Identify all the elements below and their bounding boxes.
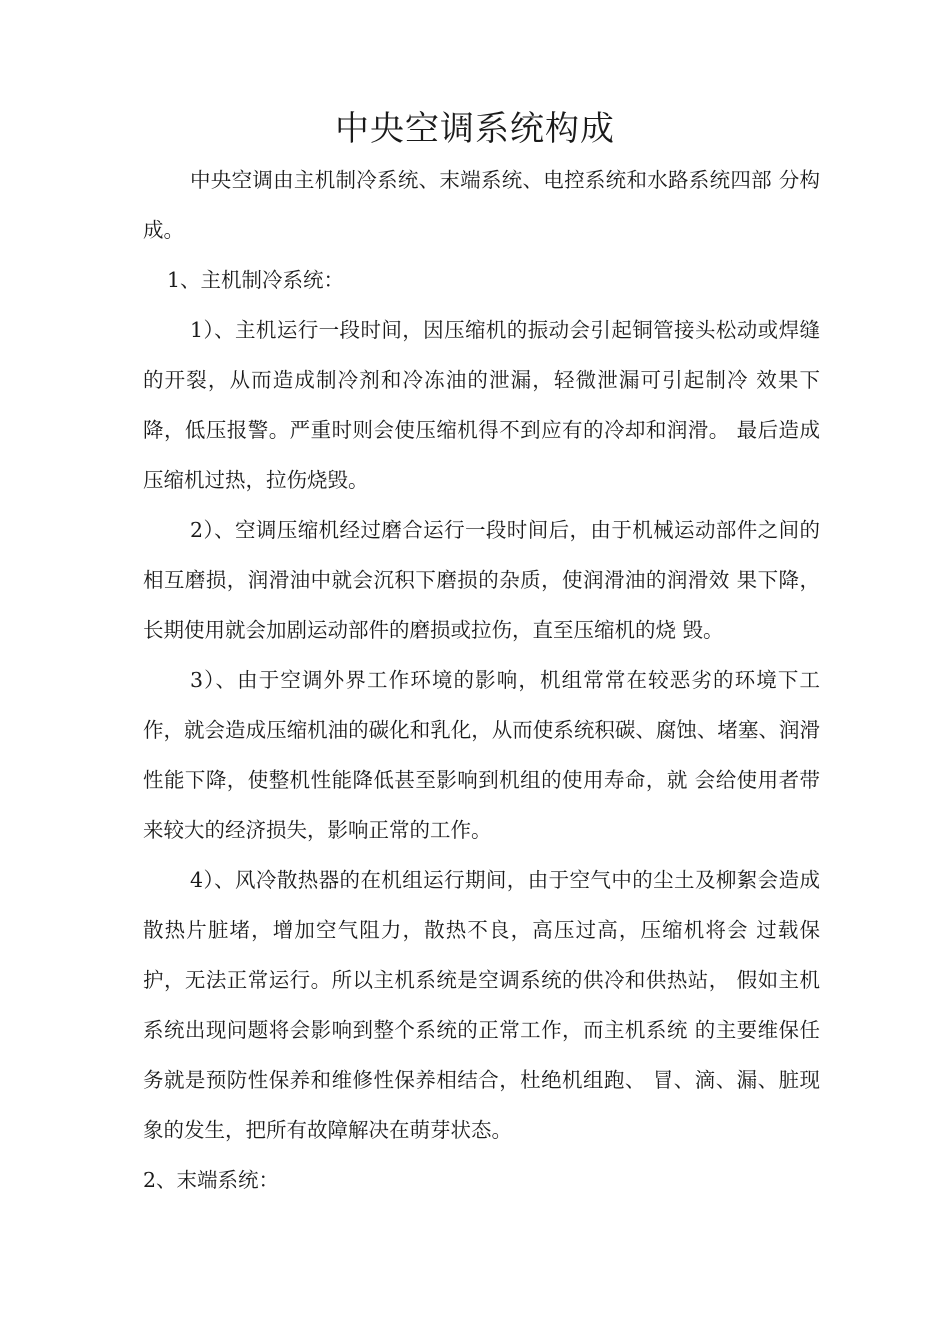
list-item: 4）、风冷散热器的在机组运行期间，由于空气中的尘土及柳絮会造成散热片脏堵，增加空气阻力，散热不良，高压过高，压缩机将会 过载保护，无法正常运行。所以主机系统是空调系统的供冷和供热站， 假如主机系统出现问题将会影响到整个系统的正常工作，而主机系统 的主要维保任务就是预防性保养和维修性保养相结合，杜绝机组跑、 冒、滴、漏、脏现象的发生，把所有故障解决在萌芽状态。 bbox=[143, 868, 820, 1142]
section-heading-main-refrigeration: 1、主机制冷系统： bbox=[167, 268, 345, 292]
document-title: 中央空调系统构成 bbox=[335, 109, 615, 149]
section-heading-terminal-system: 2、末端系统： bbox=[143, 1168, 280, 1192]
document-body bbox=[143, 155, 820, 1205]
intro-paragraph: 中央空调由主机制冷系统、末端系统、电控系统和水路系统四部 分构成。 bbox=[143, 168, 820, 242]
list-item: 1）、主机运行一段时间，因压缩机的振动会引起铜管接头松动或焊缝的开裂，从而造成制冷剂和冷冻油的泄漏，轻微泄漏可引起制冷 效果下降，低压报警。严重时则会使压缩机得不到应有的冷却和润滑。 最后造成压缩机过热，拉伤烧毁。 bbox=[143, 318, 820, 492]
list-item: 2）、空调压缩机经过磨合运行一段时间后，由于机械运动部件之间的相互磨损，润滑油中就会沉积下磨损的杂质，使润滑油的润滑效 果下降，长期使用就会加剧运动部件的磨损或拉伤，直至压缩机的烧 毁。 bbox=[143, 518, 820, 642]
list-item: 3）、由于空调外界工作环境的影响，机组常常在较恶劣的环境下工作，就会造成压缩机油的碳化和乳化，从而使系统积碳、腐蚀、堵塞、润滑性能下降，使整机性能降低甚至影响到机组的使用寿命，就 会给使用者带来较大的经济损失，影响正常的工作。 bbox=[143, 668, 820, 842]
